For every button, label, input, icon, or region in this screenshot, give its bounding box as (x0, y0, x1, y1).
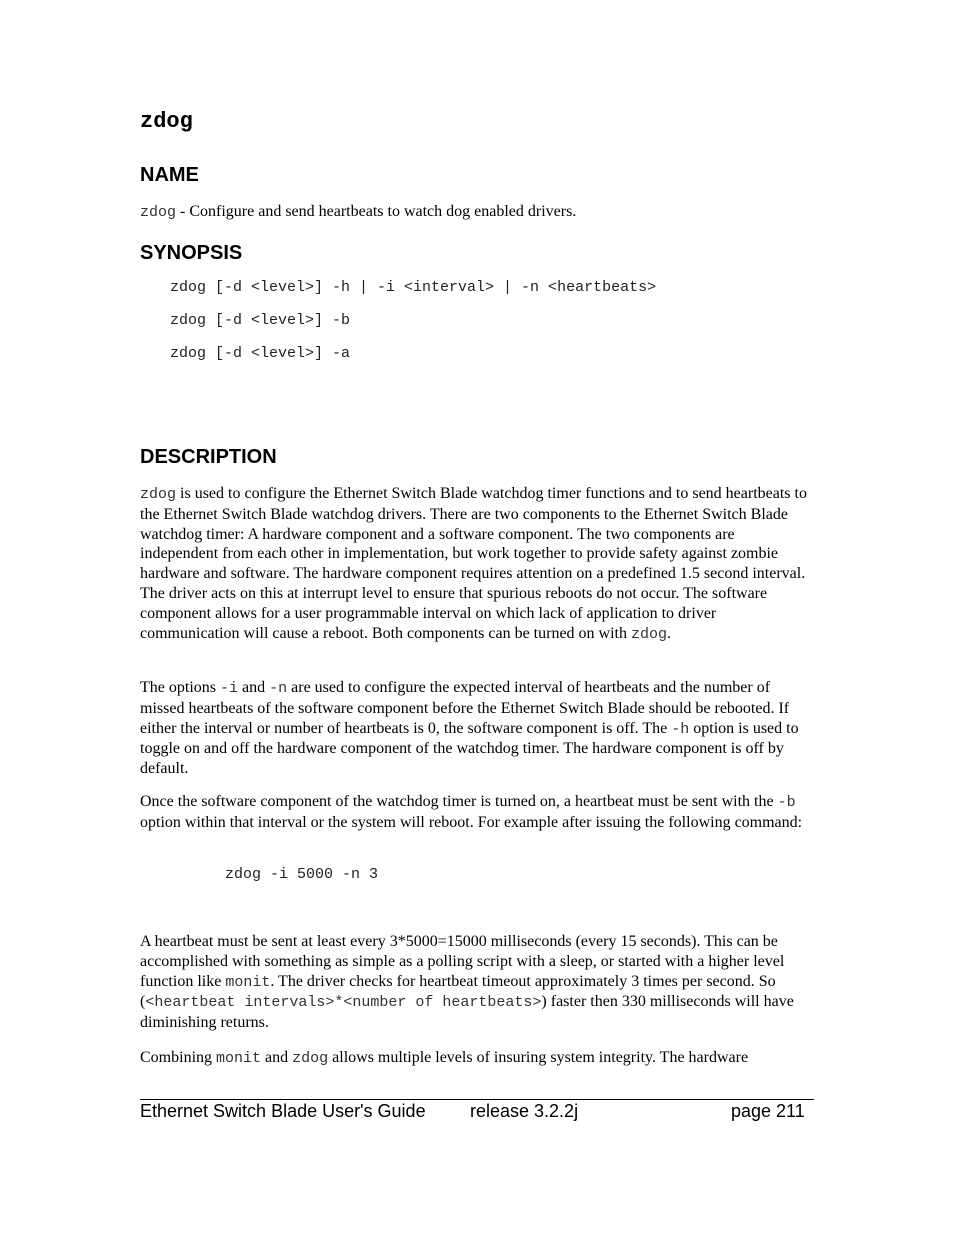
synopsis-heading: SYNOPSIS (140, 242, 243, 264)
synopsis-line-3: zdog [-d <level>] -a (170, 345, 351, 362)
cmd-monit: monit (225, 973, 271, 991)
cmd-zdog: zdog (292, 1050, 329, 1067)
description-paragraph-5 (140, 1048, 810, 1069)
name-paragraph (140, 202, 810, 223)
p5-text-1: Combining (140, 1049, 217, 1066)
p1-text: is used to configure the Ethernet Switch Blade watchdog timer functions and to send heartbeats to the Ethernet Switch Blade watchdog drivers. There are two components to the Ethernet Switch Blade watchdog timer: A hardware component and a software component. The two components are independent from each other in implementation, but work together to provide safety against zombie hardware and software. The hardware component requires attention on a predefined 1.5 second interval. The driver acts on this at interrupt level to ensure that spurious reboots do not occur. The software component allows for a user programmable interval on which lack of application to driver communication will cause a reboot. Both components can be turned on with (140, 485, 807, 642)
footer-release: release 3.2.2j (470, 1101, 579, 1121)
p5-text-2: and (261, 1049, 293, 1066)
cmd-zdog: zdog (140, 204, 177, 221)
footer-rule (140, 1099, 814, 1100)
formula: <heartbeat intervals>*<number of heartbeats> (145, 994, 542, 1012)
p2-text-1: The options (140, 679, 220, 696)
description-heading: DESCRIPTION (140, 446, 277, 468)
option-n: -n (269, 680, 288, 697)
footer-page-number: page 211 (731, 1101, 805, 1121)
option-h: -h (671, 720, 690, 738)
description-paragraph-4 (140, 932, 810, 1033)
p3-text-1: Once the software component of the watchdog timer is turned on, a heartbeat must be sent with the (140, 793, 778, 810)
p4-text-3: ) faster then 330 milliseconds will have diminishing returns. (140, 993, 794, 1032)
description-paragraph-2 (140, 678, 810, 779)
name-heading: NAME (140, 164, 199, 186)
example-command: zdog -i 5000 -n 3 (225, 866, 379, 883)
p1-end: . (667, 624, 672, 642)
p2-text-4: option is used to toggle on and off the hardware component of the watchdog timer. The hardware component is off by default. (140, 719, 799, 778)
option-i: -i (220, 680, 239, 697)
cmd-monit: monit (216, 1050, 262, 1067)
cmd-zdog: zdog (140, 486, 177, 503)
cmd-zdog: zdog (631, 625, 668, 643)
page-title: zdog (140, 109, 193, 134)
name-text: - Configure and send heartbeats to watch dog enabled drivers. (176, 203, 577, 220)
description-paragraph-1 (140, 484, 810, 644)
option-b: -b (777, 794, 796, 811)
p3-text-2: option within that interval or the system will reboot. For example after issuing the following command: (140, 813, 803, 831)
p2-text-2: and (238, 679, 270, 696)
p4-text-1: A heartbeat must be sent at least every 3*5000=15000 milliseconds (every 15 seconds). This can be accomplished with something as simple as a polling script with a sleep, or started with a higher level function like (140, 933, 785, 990)
synopsis-line-2: zdog [-d <level>] -b (170, 312, 351, 329)
description-paragraph-3 (140, 792, 810, 833)
footer-guide-title: Ethernet Switch Blade User's Guide (140, 1101, 426, 1121)
p2-text-3: are used to configure the expected interval of heartbeats and the number of missed heartbeats of the software component before the Ethernet Switch Blade should be rebooted. If either the interval or number of heartbeats is 0, the software component is off. The (140, 679, 790, 737)
synopsis-line-1: zdog [-d <level>] -h | -i <interval> | -n <heartbeats> (170, 279, 657, 296)
p4-text-2: . The driver checks for heartbeat timeout approximately 3 times per second. So ( (140, 972, 776, 1011)
p5-text-3: allows multiple levels of insuring system integrity. The hardware (328, 1049, 749, 1066)
